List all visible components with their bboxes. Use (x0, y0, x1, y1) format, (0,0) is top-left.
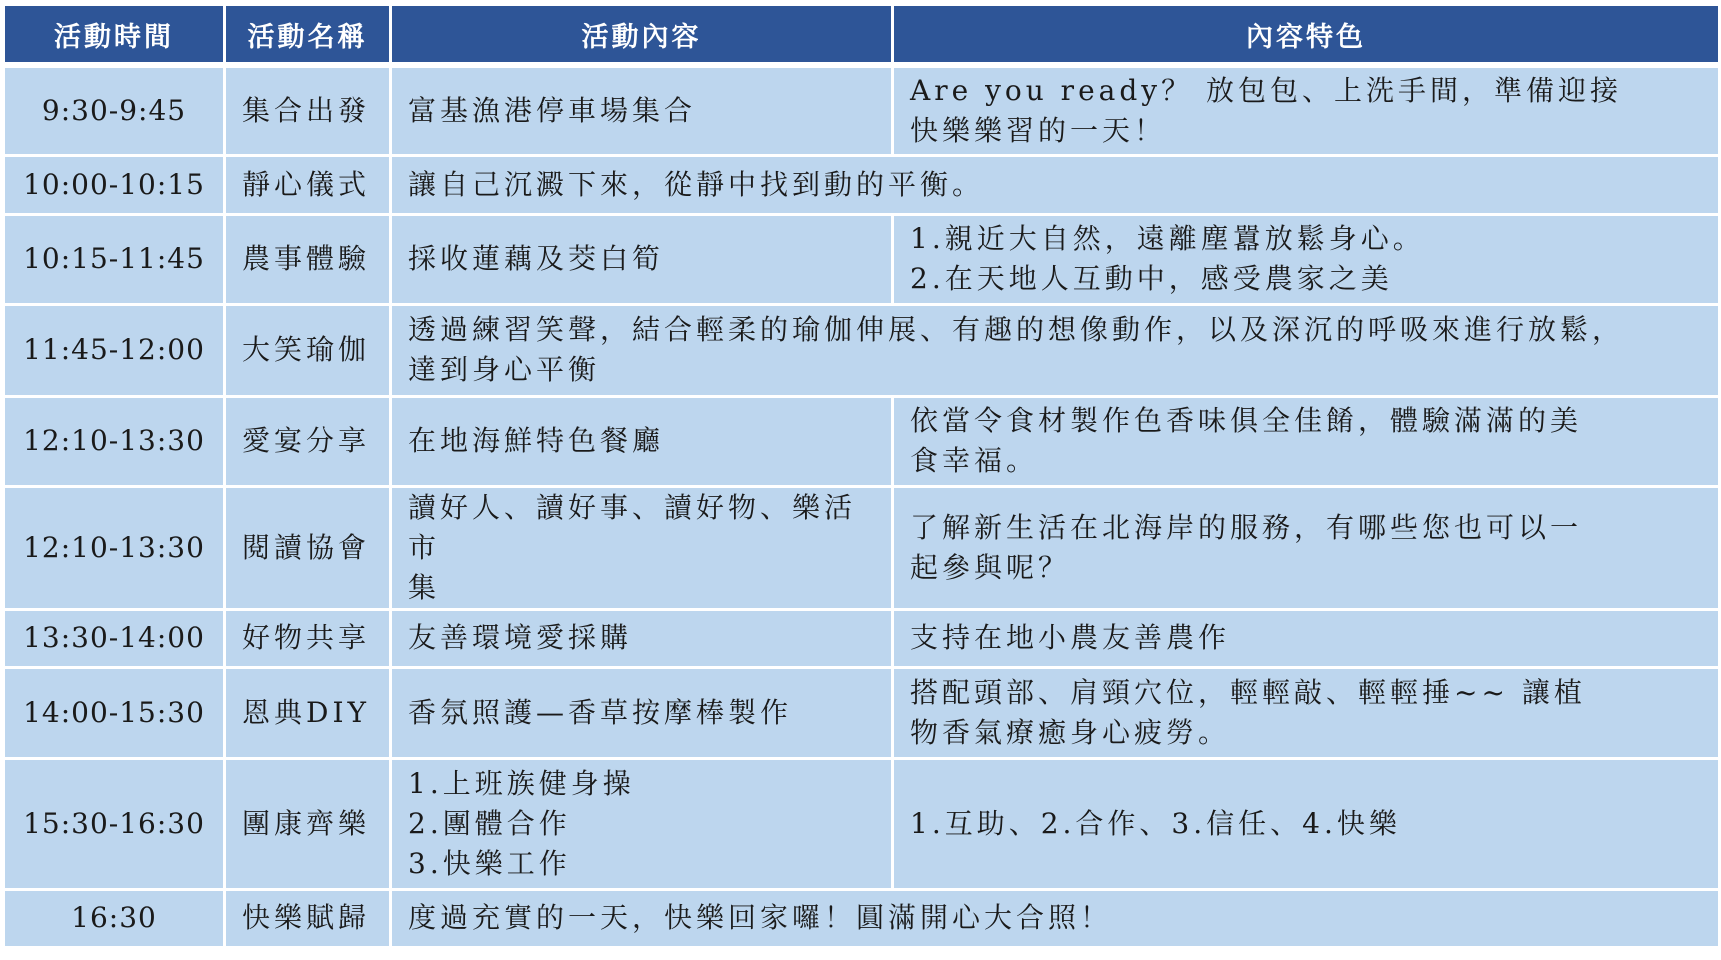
feature-cell (893, 396, 1720, 486)
time-cell: 15:30-16:30 (4, 758, 225, 889)
header-name: 活動名稱 (225, 5, 391, 66)
table-body (4, 65, 1720, 947)
feature-cell (893, 667, 1720, 758)
activity-content-cell (391, 667, 893, 758)
feature-line: 快樂樂習的一天！ (910, 113, 1167, 147)
feature-line: 了解新生活在北海岸的服務，有哪些您也可以一 (910, 510, 1583, 544)
merged-description-cell (391, 304, 1720, 396)
table-header (4, 5, 1720, 66)
feature-cell (893, 65, 1720, 155)
table-row (4, 304, 1720, 396)
content-line: 友善環境愛採購 (408, 621, 633, 654)
feature-line: 支持在地小農友善農作 (910, 621, 1231, 654)
table-row (4, 486, 1720, 609)
header-row (4, 5, 1720, 66)
feature-line: 1.互助、2.合作、3.信任、4.快樂 (910, 806, 1401, 840)
content-line: 度過充實的一天，快樂回家囉！圓滿開心大合照！ (408, 901, 1113, 934)
header-feature: 內容特色 (893, 5, 1720, 66)
activity-name-cell: 好物共享 (225, 609, 391, 667)
time-cell: 10:15-11:45 (4, 214, 225, 304)
time-cell: 12:10-13:30 (4, 486, 225, 609)
activity-name-cell: 恩典DIY (225, 667, 391, 758)
activity-name-cell: 閱讀協會 (225, 486, 391, 609)
activity-content-cell (391, 758, 893, 889)
header-content: 活動內容 (391, 5, 893, 66)
feature-line: 物香氣療癒身心疲勞。 (910, 715, 1231, 749)
time-cell: 13:30-14:00 (4, 609, 225, 667)
table-row (4, 609, 1720, 667)
activity-name-cell: 快樂賦歸 (225, 889, 391, 947)
content-line: 3.快樂工作 (408, 846, 571, 880)
time-cell: 16:30 (4, 889, 225, 947)
activity-content-cell (391, 396, 893, 486)
table-row (4, 214, 1720, 304)
content-line: 讀好人、讀好事、讀好物、樂活市 (408, 490, 857, 564)
activity-content-cell (391, 486, 893, 609)
merged-description-cell (391, 155, 1720, 214)
table-row (4, 667, 1720, 758)
table-row (4, 889, 1720, 947)
table-row (4, 758, 1720, 889)
activity-content-cell (391, 214, 893, 304)
feature-line: 1.親近大自然，遠離塵囂放鬆身心。 (910, 222, 1425, 255)
table-row (4, 396, 1720, 486)
time-cell: 14:00-15:30 (4, 667, 225, 758)
content-line: 2.團體合作 (408, 806, 571, 840)
activity-content-cell (391, 609, 893, 667)
content-line: 富基漁港停車場集合 (408, 93, 697, 127)
table-row (4, 65, 1720, 155)
time-cell: 12:10-13:30 (4, 396, 225, 486)
feature-line: Are you ready？ 放包包、上洗手間，準備迎接 (910, 73, 1622, 107)
feature-line: 起參與呢？ (910, 550, 1071, 584)
content-line: 集 (408, 570, 441, 604)
activity-content-cell (391, 65, 893, 155)
activity-name-cell: 團康齊樂 (225, 758, 391, 889)
content-line: 採收蓮藕及茭白筍 (408, 242, 665, 275)
content-line: 1.上班族健身操 (408, 766, 635, 800)
time-cell: 11:45-12:00 (4, 304, 225, 396)
content-line: 在地海鮮特色餐廳 (408, 424, 665, 457)
time-cell: 9:30-9:45 (4, 65, 225, 155)
activity-name-cell: 愛宴分享 (225, 396, 391, 486)
feature-cell (893, 214, 1720, 304)
activity-schedule-table (2, 3, 1721, 949)
content-line: 香氛照護—香草按摩棒製作 (408, 695, 793, 729)
table-row (4, 155, 1720, 214)
merged-description-cell (391, 889, 1720, 947)
activity-name-cell: 集合出發 (225, 65, 391, 155)
feature-line: 2.在天地人互動中，感受農家之美 (910, 262, 1393, 295)
feature-line: 依當令食材製作色香味俱全佳餚，體驗滿滿的美 (910, 404, 1583, 437)
activity-name-cell: 大笑瑜伽 (225, 304, 391, 396)
time-cell: 10:00-10:15 (4, 155, 225, 214)
content-line: 達到身心平衡 (408, 353, 601, 386)
feature-cell (893, 758, 1720, 889)
header-time: 活動時間 (4, 5, 225, 66)
feature-cell (893, 486, 1720, 609)
content-line: 透過練習笑聲，結合輕柔的瑜伽伸展、有趣的想像動作，以及深沉的呼吸來進行放鬆， (408, 313, 1625, 346)
feature-line: 食幸福。 (910, 444, 1039, 477)
feature-line: 搭配頭部、肩頸穴位，輕輕敲、輕輕捶~~ 讓植 (910, 675, 1586, 709)
feature-cell (893, 609, 1720, 667)
activity-name-cell: 靜心儀式 (225, 155, 391, 214)
activity-name-cell: 農事體驗 (225, 214, 391, 304)
content-line: 讓自己沉澱下來，從靜中找到動的平衡。 (408, 167, 985, 201)
